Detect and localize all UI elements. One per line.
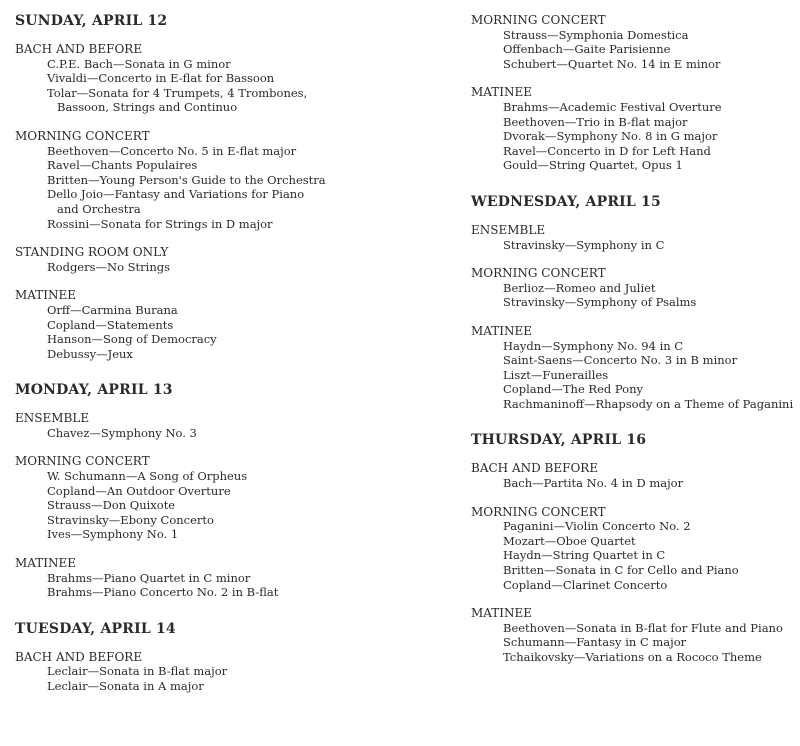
day-wednesday (471, 193, 796, 412)
program-item: Ives—Symphony No. 1 (47, 527, 179, 542)
program-item: Liszt—Funerailles (503, 367, 609, 382)
section-title: STANDING ROOM ONLY (15, 245, 169, 260)
program-item: Stravinsky—Symphony in C (503, 237, 665, 252)
program-item: Leclair—Sonata in B-flat major (47, 664, 228, 679)
program-item: Orff—Carmina Burana (47, 302, 178, 317)
program-item: Stravinsky—Symphony of Psalms (503, 295, 697, 310)
program-item: W. Schumann—A Song of Orpheus (47, 469, 248, 484)
program-item: Chavez—Symphony No. 3 (47, 425, 197, 440)
program-item: Debussy—Jeux (47, 346, 133, 361)
section-title: MORNING CONCERT (471, 504, 606, 519)
section-morning-concert (15, 454, 395, 542)
day-tuesday (15, 620, 395, 694)
section-morning-concert (471, 13, 796, 71)
program-item: Paganini—Violin Concerto No. 2 (503, 519, 691, 534)
program-item: Copland—Clarinet Concerto (503, 577, 668, 592)
program-item: Britten—Young Person's Guide to the Orchestra (47, 172, 326, 187)
program-item: Brahms—Piano Quartet in C minor (47, 570, 251, 585)
section-title: MORNING CONCERT (471, 266, 606, 281)
program-item: Schubert—Quartet No. 14 in E minor (503, 56, 721, 71)
section-title: MATINEE (471, 323, 533, 338)
program-item: Strauss—Symphonia Domestica (503, 27, 689, 42)
program-item: Rodgers—No Strings (47, 259, 170, 274)
program-item: Berlioz—Romeo and Juliet (503, 280, 656, 295)
program-item: Bach—Partita No. 4 in D major (503, 476, 684, 491)
program-item: Dello Joio—Fantasy and Variations for Piano (47, 187, 305, 202)
program-item: Brahms—Academic Festival Overture (503, 99, 722, 114)
program-item: Rossini—Sonata for Strings in D major (47, 216, 273, 231)
program-item-continuation: and Orchestra (57, 201, 141, 216)
section-morning-concert (15, 129, 395, 231)
section-matinee (471, 324, 796, 412)
section-title: BACH AND BEFORE (15, 42, 143, 56)
program-item-continuation: Bassoon, Strings and Continuo (57, 100, 238, 115)
program-item: Hanson—Song of Democracy (47, 332, 217, 347)
section-title: MORNING CONCERT (471, 13, 606, 27)
program-item: Copland—Statements (47, 317, 174, 332)
section-title: ENSEMBLE (15, 411, 90, 426)
section-title: BACH AND BEFORE (471, 461, 599, 476)
day-heading: WEDNESDAY, APRIL 15 (471, 193, 661, 210)
program-item: Ravel—Concerto in D for Left Hand (503, 143, 711, 158)
program-item: Beethoven—Trio in B-flat major (503, 114, 688, 129)
program-item: Saint-Saens—Concerto No. 3 in B minor (503, 353, 738, 368)
program-item: Copland—The Red Pony (503, 382, 644, 397)
program-item: Britten—Sonata in C for Cello and Piano (503, 563, 739, 578)
day-thursday (471, 431, 796, 664)
section-matinee (471, 606, 796, 664)
section-title: BACH AND BEFORE (15, 649, 143, 664)
left-column (15, 12, 395, 694)
section-ensemble (471, 223, 796, 252)
program-item: Ravel—Chants Populaires (47, 158, 198, 173)
section-title: ENSEMBLE (471, 222, 546, 237)
program-item: Rachmaninoff—Rhapsody on a Theme of Paganini (503, 396, 794, 411)
program-item: Copland—An Outdoor Overture (47, 483, 231, 498)
day-sunday (15, 12, 395, 361)
program-item: Tchaikovsky—Variations on a Rococo Theme (503, 650, 762, 664)
section-bach-and-before (15, 42, 395, 115)
program-item: Beethoven—Concerto No. 5 in E-flat major (47, 143, 297, 158)
section-title: MATINEE (471, 606, 533, 621)
program-item: Haydn—Symphony No. 94 in C (503, 338, 684, 353)
right-column (471, 13, 796, 665)
section-standing-room-only (15, 245, 395, 274)
section-ensemble (15, 411, 395, 440)
section-matinee (15, 288, 395, 361)
section-bach-and-before (15, 650, 395, 694)
section-title: MORNING CONCERT (15, 454, 150, 469)
section-matinee (471, 85, 796, 173)
section-title: MORNING CONCERT (15, 128, 150, 143)
section-title: MATINEE (15, 288, 77, 303)
program-item: Strauss—Don Quixote (47, 498, 176, 513)
program-item: Dvorak—Symphony No. 8 in G major (503, 129, 718, 144)
program-item: C.P.E. Bach—Sonata in G minor (47, 56, 231, 71)
program-item: Vivaldi—Concerto in E-flat for Bassoon (47, 71, 275, 86)
program-item: Brahms—Piano Concerto No. 2 in B-flat (47, 585, 279, 600)
program-item: Schumann—Fantasy in C major (503, 635, 687, 650)
section-title: MATINEE (471, 85, 533, 100)
program-item: Gould—String Quartet, Opus 1 (503, 158, 683, 173)
program-item: Beethoven—Sonata in B-flat for Flute and Piano (503, 620, 783, 635)
day-monday (15, 381, 395, 600)
day-heading: TUESDAY, APRIL 14 (15, 620, 176, 637)
program-item: Mozart—Oboe Quartet (503, 533, 636, 548)
section-title: MATINEE (15, 556, 77, 571)
section-matinee (15, 556, 395, 600)
section-morning-concert (471, 266, 796, 310)
day-heading: THURSDAY, APRIL 16 (471, 432, 647, 449)
program-item: Haydn—String Quartet in C (503, 548, 666, 563)
section-bach-and-before (471, 461, 796, 490)
section-morning-concert (471, 505, 796, 593)
program-item: Stravinsky—Ebony Concerto (47, 512, 214, 527)
program-item: Tolar—Sonata for 4 Trumpets, 4 Trombones, (47, 85, 308, 100)
day-heading: MONDAY, APRIL 13 (15, 382, 173, 399)
program-item: Offenbach—Gaite Parisienne (503, 42, 671, 57)
day-heading: SUNDAY, APRIL 12 (15, 13, 168, 29)
program-item: Leclair—Sonata in A major (47, 679, 204, 693)
day-tuesday-continued (471, 13, 796, 173)
